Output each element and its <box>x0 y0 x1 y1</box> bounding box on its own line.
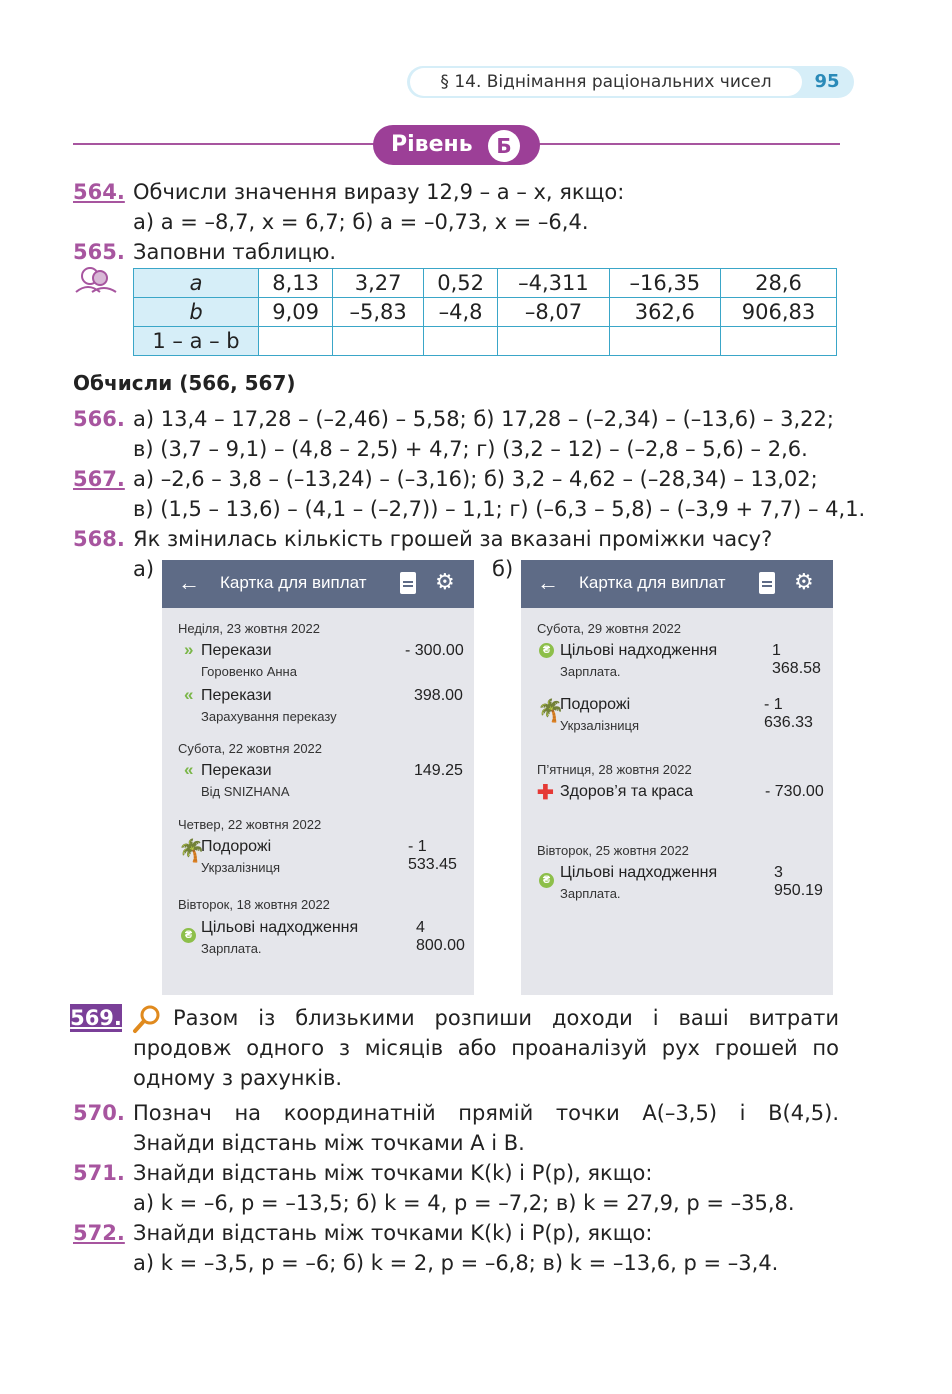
table-cell: 8,13 <box>259 269 333 298</box>
problem-566-line2: в) (3,7 – 9,1) – (4,8 – 2,5) + 4,7; г) (3,2 – 12) – (–2,8 – 5,6) – 2,6. <box>133 437 808 461</box>
outgoing-transfer-icon: » <box>184 640 194 659</box>
date-heading: Вівторок, 18 жовтня 2022 <box>178 897 330 912</box>
transaction-name: Здоров’я та краса <box>560 783 694 800</box>
table-empty-cell[interactable] <box>498 327 609 356</box>
table-cell: –8,07 <box>498 298 609 327</box>
card-title: Картка для виплат <box>579 573 726 592</box>
table-cell: 906,83 <box>721 298 837 327</box>
table-empty-cell[interactable] <box>609 327 720 356</box>
problem-number-567: 567. <box>73 467 125 491</box>
gear-icon[interactable]: ⚙ <box>794 569 814 594</box>
transaction-subtitle: Від SNIZHANA <box>201 784 290 799</box>
payments-card-a <box>162 560 474 995</box>
problem-566-line1: а) 13,4 – 17,28 – (–2,46) – 5,58; б) 17,28 – (–2,34) – (–13,6) – 3,22; <box>133 407 834 431</box>
table-empty-cell[interactable] <box>333 327 424 356</box>
transaction-amount: - 1 533.45 <box>408 838 457 873</box>
date-heading: Субота, 29 жовтня 2022 <box>537 621 682 636</box>
date-heading: Вівторок, 25 жовтня 2022 <box>537 843 689 858</box>
gear-icon[interactable]: ⚙ <box>435 569 455 594</box>
problem-571-line1: Знайди відстань між точками K(k) і P(p), якщо: <box>133 1161 653 1185</box>
problem-568-text: Як змінилась кількість грошей за вказані проміжки часу? <box>133 527 773 551</box>
problem-572-line2: а) k = –3,5, p = –6; б) k = 2, p = –6,8; в) k = –13,6, p = –3,4. <box>133 1251 779 1275</box>
table-cell: –5,83 <box>333 298 424 327</box>
table-cell: –4,8 <box>423 298 497 327</box>
level-letter: Б <box>488 130 520 162</box>
label-a: а) <box>133 557 155 581</box>
document-icon[interactable] <box>759 572 775 594</box>
problem-number-568: 568. <box>73 527 125 551</box>
table-cell: 28,6 <box>721 269 837 298</box>
target-income-icon: ₴ <box>539 643 554 658</box>
back-arrow-icon[interactable]: ← <box>537 570 559 595</box>
table-header-b: b <box>134 298 259 327</box>
problem-564-line1: Обчисли значення виразу 12,9 – a – x, якщо: <box>133 180 625 204</box>
transaction-amount: - 730.00 <box>765 783 824 800</box>
problem-number-565: 565. <box>73 240 125 264</box>
problem-564-line2: а) a = –8,7, x = 6,7; б) a = –0,73, x = –6,4. <box>133 210 589 234</box>
problem-number-571: 571. <box>73 1161 125 1185</box>
problem-569-line1: Разом із близькими розпиши доходи і ваші витрати <box>173 1006 839 1030</box>
transaction-name: Цільові надходження <box>560 864 718 881</box>
date-heading: Неділя, 23 жовтня 2022 <box>178 621 320 636</box>
values-table <box>133 268 837 356</box>
magnifier-icon <box>132 1004 162 1034</box>
date-heading: П’ятниця, 28 жовтня 2022 <box>537 762 692 777</box>
pair-work-icon <box>74 266 118 294</box>
table-empty-cell[interactable] <box>721 327 837 356</box>
table-row <box>134 298 837 327</box>
problem-number-570: 570. <box>73 1101 125 1125</box>
table-empty-cell[interactable] <box>423 327 497 356</box>
transaction-amount: 3 950.19 <box>774 864 823 899</box>
transaction-name: Подорожі <box>201 838 272 855</box>
card-toolbar <box>162 560 474 608</box>
level-label: Рівень <box>391 132 473 157</box>
transaction-amount: 398.00 <box>414 687 463 704</box>
transaction-subtitle: Зарплата. <box>560 886 621 901</box>
problem-number-572: 572. <box>73 1221 125 1245</box>
transaction-amount: 4 800.00 <box>416 919 465 954</box>
table-empty-cell[interactable] <box>259 327 333 356</box>
problem-569-line2: продовж одного з місяців або проаналізуй рух грошей по <box>133 1036 839 1060</box>
table-header-a: a <box>134 269 259 298</box>
problem-567-line2: в) (1,5 – 13,6) – (4,1 – (–2,7)) – 1,1; г) (–6,3 – 5,8) – (–3,9 + 7,7) – 4,1. <box>133 497 866 521</box>
red-cross-icon: ✚ <box>537 782 554 804</box>
table-cell: 362,6 <box>609 298 720 327</box>
table-cell: 0,52 <box>423 269 497 298</box>
transaction-subtitle: Зарплата. <box>201 941 262 956</box>
transaction-name: Перекази <box>201 762 272 779</box>
problem-571-line2: а) k = –6, p = –13,5; б) k = 4, p = –7,2; в) k = 27,9, p = –35,8. <box>133 1191 795 1215</box>
transaction-amount: 149.25 <box>414 762 463 779</box>
table-cell: 9,09 <box>259 298 333 327</box>
date-heading: Четвер, 22 жовтня 2022 <box>178 817 322 832</box>
problem-572-line1: Знайди відстань між точками K(k) і P(p), якщо: <box>133 1221 653 1245</box>
back-arrow-icon[interactable]: ← <box>178 570 200 595</box>
problem-number-566: 566. <box>73 407 125 431</box>
table-cell: –16,35 <box>609 269 720 298</box>
transaction-amount: - 300.00 <box>405 642 464 659</box>
transaction-name: Цільові надходження <box>201 919 359 936</box>
transaction-name: Перекази <box>201 642 272 659</box>
transaction-name: Подорожі <box>560 696 631 713</box>
section-title: § 14. Віднімання раціональних чисел <box>410 68 802 96</box>
incoming-transfer-icon: « <box>184 760 194 779</box>
problem-565-text: Заповни таблицю. <box>133 240 337 264</box>
table-cell: –4,311 <box>498 269 609 298</box>
date-heading: Субота, 22 жовтня 2022 <box>178 741 323 756</box>
transaction-subtitle: Укрзалізниця <box>201 860 280 875</box>
card-toolbar <box>521 560 833 608</box>
transaction-amount: - 1 636.33 <box>764 696 813 731</box>
card-title: Картка для виплат <box>220 573 367 592</box>
transaction-subtitle: Горовенко Анна <box>201 664 297 679</box>
target-income-icon: ₴ <box>181 928 196 943</box>
table-cell: 3,27 <box>333 269 424 298</box>
transaction-subtitle: Зарахування переказу <box>201 709 337 724</box>
table-row <box>134 327 837 356</box>
palm-tree-icon: 🌴 <box>178 838 206 863</box>
transaction-amount: 1 368.58 <box>772 642 821 677</box>
table-row <box>134 269 837 298</box>
problem-number-564: 564. <box>73 180 125 204</box>
transaction-name: Перекази <box>201 687 272 704</box>
payments-card-b <box>521 560 833 995</box>
problem-567-line1: а) –2,6 – 3,8 – (–13,24) – (–3,16); б) 3,2 – 4,62 – (–28,34) – 13,02; <box>133 467 818 491</box>
transaction-subtitle: Укрзалізниця <box>560 718 639 733</box>
document-icon[interactable] <box>400 572 416 594</box>
problem-570-line2: Знайди відстань між точками A і B. <box>133 1131 525 1155</box>
table-header-result: 1 – a – b <box>134 327 259 356</box>
palm-tree-icon: 🌴 <box>537 698 565 723</box>
transaction-subtitle: Зарплата. <box>560 664 621 679</box>
transaction-name: Цільові надходження <box>560 642 718 659</box>
compute-heading: Обчисли (566, 567) <box>73 371 296 395</box>
page-number: 95 <box>814 71 840 92</box>
problem-number-569: 569. <box>70 1006 122 1030</box>
label-b: б) <box>492 557 514 581</box>
incoming-transfer-icon: « <box>184 685 194 704</box>
problem-569-line3: одному з рахунків. <box>133 1066 343 1090</box>
target-income-icon: ₴ <box>539 873 554 888</box>
problem-570-line1: Познач на координатній прямій точки A(–3,5) і B(4,5). <box>133 1101 839 1125</box>
